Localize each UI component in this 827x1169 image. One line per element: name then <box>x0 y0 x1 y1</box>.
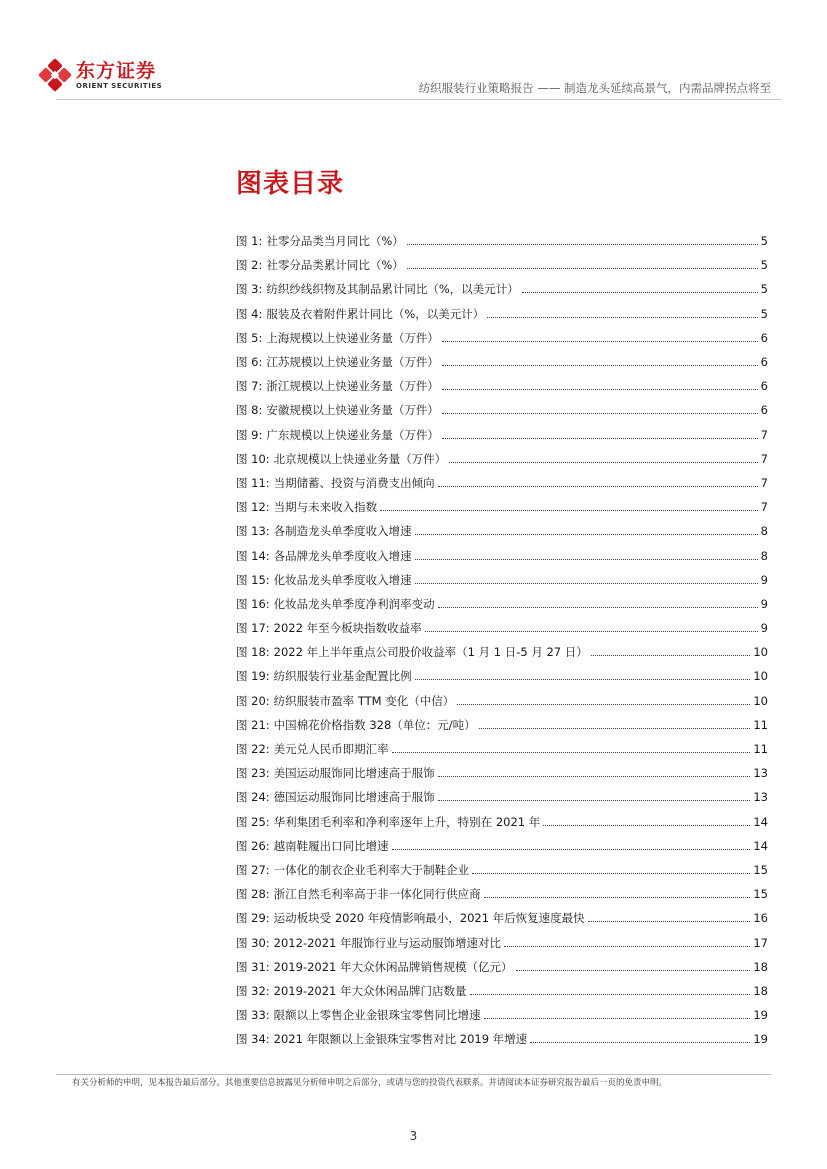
toc-page-number: 8 <box>760 524 768 539</box>
toc-page-number: 6 <box>760 355 768 370</box>
toc-entry[interactable] <box>236 568 768 592</box>
toc-figure-title: 美元兑人民币即期汇率 <box>273 742 389 757</box>
toc-figure-title: 2012-2021 年服饰行业与运动服饰增速对比 <box>273 935 502 950</box>
toc-dot-leader <box>407 243 758 245</box>
logo-chinese-name: 东方证券 <box>76 59 157 82</box>
toc-entry[interactable] <box>236 1003 768 1027</box>
toc-entry[interactable] <box>236 761 768 785</box>
toc-entry[interactable] <box>236 253 768 277</box>
toc-figure-label: 图 23: <box>236 766 270 781</box>
toc-dot-leader <box>504 945 750 947</box>
toc-page-number: 19 <box>753 1008 768 1023</box>
toc-figure-label: 图 4: <box>236 306 263 321</box>
toc-page-number: 15 <box>753 887 768 902</box>
toc-page-number: 5 <box>760 282 768 297</box>
toc-figure-label: 图 13: <box>236 524 270 539</box>
toc-page-number: 9 <box>760 621 768 636</box>
toc-dot-leader <box>415 558 758 560</box>
toc-figure-label: 图 25: <box>236 814 270 829</box>
toc-page-number: 9 <box>760 596 768 611</box>
toc-page-number: 10 <box>753 645 768 660</box>
toc-dot-leader <box>588 920 751 922</box>
toc-page-number: 11 <box>753 717 768 732</box>
toc-figure-label: 图 7: <box>236 379 263 394</box>
toc-dot-leader <box>472 872 750 874</box>
toc-figure-label: 图 16: <box>236 596 270 611</box>
toc-figure-label: 图 30: <box>236 935 270 950</box>
toc-figure-label: 图 17: <box>236 621 270 636</box>
toc-page-number: 17 <box>753 935 768 950</box>
toc-entry[interactable] <box>236 447 768 471</box>
toc-entry[interactable] <box>236 664 768 688</box>
toc-figure-label: 图 10: <box>236 451 270 466</box>
toc-figure-title: 社零分品类累计同比（%） <box>266 258 404 273</box>
toc-page-number: 8 <box>760 548 768 563</box>
toc-figure-title: 美国运动服饰同比增速高于服饰 <box>273 766 435 781</box>
toc-page-number: 7 <box>760 475 768 490</box>
toc-entry[interactable] <box>236 640 768 664</box>
toc-figure-title: 各制造龙头单季度收入增速 <box>273 524 412 539</box>
toc-figure-label: 图 1: <box>236 234 263 249</box>
toc-page-number: 14 <box>753 838 768 853</box>
toc-figure-label: 图 26: <box>236 838 270 853</box>
toc-figure-title: 2019-2021 年大众休闲品牌销售规模（亿元） <box>273 959 513 974</box>
toc-entry[interactable] <box>236 713 768 737</box>
toc-dot-leader <box>415 533 758 535</box>
toc-dot-leader <box>470 993 751 995</box>
toc-figure-title: 社零分品类当月同比（%） <box>266 234 404 249</box>
toc-page-number: 7 <box>760 427 768 442</box>
toc-dot-leader <box>415 582 758 584</box>
toc-dot-leader <box>442 364 758 366</box>
footer-divider <box>56 1074 771 1075</box>
toc-dot-leader <box>415 678 751 680</box>
toc-figure-title: 2022 年上半年重点公司股价收益率（1 月 1 日-5 月 27 日） <box>273 645 588 660</box>
toc-dot-leader <box>438 799 751 801</box>
toc-figure-title: 上海规模以上快递业务量（万件） <box>266 330 439 345</box>
toc-dot-leader <box>442 412 758 414</box>
toc-dot-leader <box>449 461 758 463</box>
toc-figure-label: 图 15: <box>236 572 270 587</box>
toc-entry[interactable] <box>236 423 768 447</box>
toc-entry[interactable] <box>236 858 768 882</box>
toc-figure-title: 浙江规模以上快递业务量（万件） <box>266 379 439 394</box>
toc-entry[interactable] <box>236 834 768 858</box>
toc-figure-label: 图 22: <box>236 742 270 757</box>
toc-figure-title: 限额以上零售企业金银珠宝零售同比增速 <box>273 1008 481 1023</box>
toc-page-number: 6 <box>760 379 768 394</box>
toc-entry[interactable] <box>236 785 768 809</box>
toc-entry[interactable] <box>236 374 768 398</box>
toc-figure-title: 纺织纱线织物及其制品累计同比（%，以美元计） <box>266 282 519 297</box>
toc-dot-leader <box>487 316 757 318</box>
toc-figure-title: 中国棉花价格指数 328（单位：元/吨） <box>273 717 476 732</box>
toc-figure-title: 当期与未来收入指数 <box>273 500 378 515</box>
toc-page-number: 15 <box>753 862 768 877</box>
toc-entry[interactable] <box>236 543 768 567</box>
toc-entry[interactable] <box>236 810 768 834</box>
toc-figure-label: 图 19: <box>236 669 270 684</box>
toc-figure-label: 图 5: <box>236 330 263 345</box>
table-of-figures <box>236 229 768 1051</box>
toc-figure-label: 图 6: <box>236 355 263 370</box>
footer-disclaimer: 有关分析师的申明，见本报告最后部分。其他重要信息披露见分析师申明之后部分，或请与您的投资代表联系。并请阅读本证券研究报告最后一页的免责申明。 <box>72 1078 668 1088</box>
toc-figure-label: 图 11: <box>236 475 270 490</box>
toc-figure-label: 图 33: <box>236 1008 270 1023</box>
orient-securities-logo-icon <box>38 58 72 92</box>
toc-figure-title: 化妆品龙头单季度收入增速 <box>273 572 412 587</box>
toc-dot-leader <box>442 388 758 390</box>
toc-figure-label: 图 2: <box>236 258 263 273</box>
toc-figure-label: 图 20: <box>236 693 270 708</box>
toc-figure-label: 图 9: <box>236 427 263 442</box>
toc-figure-label: 图 27: <box>236 862 270 877</box>
toc-figure-label: 图 14: <box>236 548 270 563</box>
toc-figure-title: 服装及衣着附件累计同比（%，以美元计） <box>266 306 485 321</box>
toc-page-number: 10 <box>753 669 768 684</box>
toc-dot-leader <box>457 703 750 705</box>
toc-figure-label: 图 31: <box>236 959 270 974</box>
toc-entry[interactable] <box>236 882 768 906</box>
toc-page-number: 7 <box>760 500 768 515</box>
toc-page-number: 5 <box>760 306 768 321</box>
toc-page-number: 10 <box>753 693 768 708</box>
toc-entry[interactable] <box>236 979 768 1003</box>
toc-figure-title: 一体化的制衣企业毛利率大于制鞋企业 <box>273 862 470 877</box>
toc-entry[interactable] <box>236 495 768 519</box>
toc-page-number: 11 <box>753 742 768 757</box>
company-logo <box>38 58 162 92</box>
toc-entry[interactable] <box>236 1027 768 1051</box>
logo-english-name: ORIENT SECURITIES <box>76 81 163 90</box>
toc-page-number: 19 <box>753 1032 768 1047</box>
toc-figure-title: 各品牌龙头单季度收入增速 <box>273 548 412 563</box>
toc-figure-title: 纺织服装市盈率 TTM 变化（中信） <box>273 693 455 708</box>
toc-entry[interactable] <box>236 519 768 543</box>
toc-figure-title: 纺织服装行业基金配置比例 <box>273 669 412 684</box>
toc-page-number: 6 <box>760 403 768 418</box>
toc-page-number: 7 <box>760 451 768 466</box>
toc-figure-label: 图 34: <box>236 1032 270 1047</box>
toc-figure-title: 德国运动服饰同比增速高于服饰 <box>273 790 435 805</box>
toc-dot-leader <box>522 291 758 293</box>
toc-entry[interactable] <box>236 326 768 350</box>
toc-figure-title: 运动板块受 2020 年疫情影响最小，2021 年后恢复速度最快 <box>273 911 585 926</box>
toc-dot-leader <box>392 751 751 753</box>
section-title: 图表目录 <box>236 169 345 199</box>
toc-dot-leader <box>591 654 751 656</box>
toc-entry[interactable] <box>236 302 768 326</box>
header-divider <box>56 99 781 100</box>
toc-figure-title: 2022 年至今板块指数收益率 <box>273 621 422 636</box>
toc-dot-leader <box>438 606 758 608</box>
toc-dot-leader <box>442 437 758 439</box>
toc-entry[interactable] <box>236 398 768 422</box>
page-number: 3 <box>409 1129 418 1143</box>
toc-figure-label: 图 8: <box>236 403 263 418</box>
toc-entry[interactable] <box>236 471 768 495</box>
toc-dot-leader <box>484 1017 751 1019</box>
toc-figure-title: 越南鞋履出口同比增速 <box>273 838 389 853</box>
toc-figure-title: 安徽规模以上快递业务量（万件） <box>266 403 439 418</box>
toc-figure-label: 图 21: <box>236 717 270 732</box>
toc-dot-leader <box>438 485 758 487</box>
toc-figure-title: 浙江自然毛利率高于非一体化同行供应商 <box>273 887 481 902</box>
toc-figure-label: 图 29: <box>236 911 270 926</box>
toc-page-number: 6 <box>760 330 768 345</box>
toc-figure-label: 图 12: <box>236 500 270 515</box>
toc-figure-label: 图 18: <box>236 645 270 660</box>
toc-page-number: 18 <box>753 959 768 974</box>
toc-figure-label: 图 28: <box>236 887 270 902</box>
toc-figure-title: 2019-2021 年大众休闲品牌门店数量 <box>273 983 467 998</box>
toc-dot-leader <box>442 340 758 342</box>
toc-figure-label: 图 3: <box>236 282 263 297</box>
toc-entry[interactable] <box>236 350 768 374</box>
toc-dot-leader <box>425 630 758 632</box>
toc-page-number: 18 <box>753 983 768 998</box>
toc-page-number: 14 <box>753 814 768 829</box>
toc-dot-leader <box>392 848 751 850</box>
toc-figure-title: 广东规模以上快递业务量（万件） <box>266 427 439 442</box>
toc-figure-title: 华利集团毛利率和净利率逐年上升，特别在 2021 年 <box>273 814 541 829</box>
toc-dot-leader <box>484 896 751 898</box>
toc-dot-leader <box>479 727 751 729</box>
toc-page-number: 16 <box>753 911 768 926</box>
toc-entry[interactable] <box>236 689 768 713</box>
toc-figure-label: 图 24: <box>236 790 270 805</box>
toc-entry[interactable] <box>236 277 768 301</box>
toc-page-number: 13 <box>753 766 768 781</box>
toc-figure-title: 当期储蓄、投资与消费支出倾向 <box>273 475 435 490</box>
toc-page-number: 13 <box>753 790 768 805</box>
toc-page-number: 5 <box>760 258 768 273</box>
toc-page-number: 5 <box>760 234 768 249</box>
toc-entry[interactable] <box>236 592 768 616</box>
toc-dot-leader <box>530 1041 750 1043</box>
toc-page-number: 9 <box>760 572 768 587</box>
toc-figure-label: 图 32: <box>236 983 270 998</box>
toc-dot-leader <box>407 267 758 269</box>
toc-figure-title: 2021 年限额以上金银珠宝零售对比 2019 年增速 <box>273 1032 528 1047</box>
toc-dot-leader <box>380 509 758 511</box>
toc-entry[interactable] <box>236 930 768 954</box>
toc-entry[interactable] <box>236 955 768 979</box>
toc-entry[interactable] <box>236 616 768 640</box>
toc-entry[interactable] <box>236 737 768 761</box>
toc-figure-title: 北京规模以上快递业务量（万件） <box>273 451 447 466</box>
toc-dot-leader <box>543 824 750 826</box>
report-header-title: 纺织服装行业策略报告 —— 制造龙头延续高景气，内需品牌拐点将至 <box>418 81 771 95</box>
toc-dot-leader <box>516 969 751 971</box>
toc-entry[interactable] <box>236 229 768 253</box>
toc-dot-leader <box>438 775 751 777</box>
toc-entry[interactable] <box>236 906 768 930</box>
toc-figure-title: 江苏规模以上快递业务量（万件） <box>266 355 439 370</box>
toc-figure-title: 化妆品龙头单季度净利润率变动 <box>273 596 435 611</box>
